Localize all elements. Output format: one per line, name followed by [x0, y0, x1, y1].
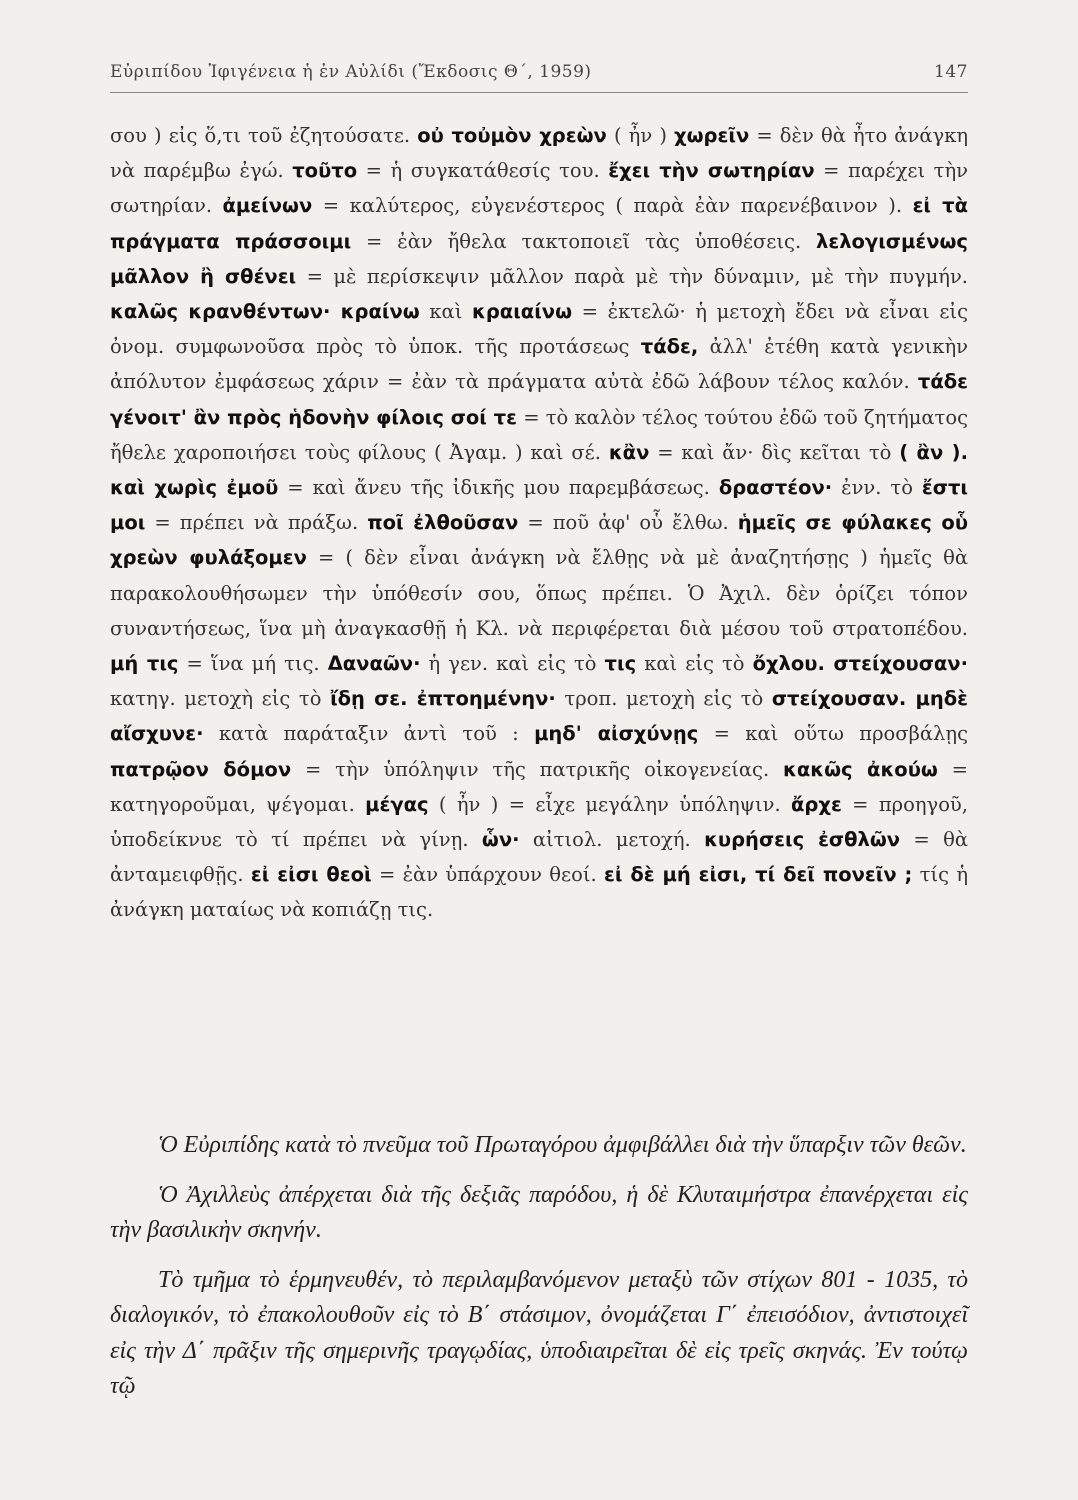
gloss-text: ἀλλ' ἐτέθη κατὰ γενικὴν ἀπόλυτον ἐμφάσεως χάριν = ἐὰν τὰ πράγματα αὐτὰ ἐδῶ λάβουν τέλος καλόν.: [110, 335, 968, 394]
lemma-term: εἰ εἰσι θεοὶ: [250, 863, 372, 887]
lemma-term: εἰ τὰ πράγματα πράσσοιμι: [110, 194, 968, 253]
lemma-term: κἂν: [608, 440, 650, 464]
lemma-term: τάδε γένοιτ' ἂν πρὸς ἡδονὴν φίλοις σοί τε: [110, 370, 968, 429]
gloss-text: = καὶ οὕτω προσβάλῃς: [698, 722, 968, 746]
lemma-term: κραιαίνω: [471, 300, 573, 324]
lemma-term: τις: [604, 652, 637, 676]
gloss-text: = ἡ συγκατάθεσίς του.: [357, 159, 609, 183]
lemma-term: τάδε,: [640, 335, 699, 359]
running-title: Εὐριπίδου Ἰφιγένεια ἡ ἐν Αὐλίδι (Ἔκδοσις Θ΄, 1959): [110, 62, 592, 82]
lexical-notes: [110, 118, 968, 928]
gloss-text: = ἵνα μή τις.: [178, 652, 328, 676]
gloss-text: = προηγοῦ, ὑποδείκνυε τὸ τί πρέπει νὰ γίνῃ.: [110, 792, 968, 852]
gloss-text: τροπ. μετοχὴ εἰς τὸ: [555, 687, 772, 711]
lemma-term: στείχουσαν. μηδὲ αἴσχυνε·: [110, 687, 968, 746]
lemma-term: μηδ' αἰσχύνῃς: [534, 722, 699, 746]
gloss-text: = θὰ ἀνταμειφθῇς.: [110, 828, 968, 887]
gloss-text: = καὶ ἄνευ τῆς ἰδικῆς μου παρεμβάσεως.: [278, 476, 719, 500]
gloss-text: καὶ: [419, 300, 472, 324]
lemma-term: κυρήσεις ἐσθλῶν: [704, 828, 901, 852]
lemma-term: τοῦτο: [292, 159, 358, 183]
gloss-text: ( ἦν ) = εἶχε μεγάλην ὑπόληψιν.: [428, 792, 792, 816]
gloss-text: = τὸ καλὸν τέλος τούτου ἐδῶ τοῦ ζητήματος ἤθελε χαροποιήσει τοὺς φίλους ( Ἀγαμ. ) καὶ σέ.: [110, 405, 968, 464]
running-header: [110, 62, 968, 93]
lemma-term: μή τις: [110, 652, 179, 676]
gloss-text: κατηγ. μετοχὴ εἰς τὸ: [110, 687, 331, 711]
gloss-text: = παρέχει τὴν σωτηρίαν.: [110, 159, 969, 218]
lemma-term: ὧν·: [481, 828, 520, 852]
lemma-term: ποῖ ἐλθοῦσαν: [367, 511, 519, 535]
gloss-text: καὶ εἰς τὸ: [636, 652, 753, 676]
gloss-text: = καὶ ἄν· δὶς κεῖται τὸ: [649, 440, 900, 464]
lemma-term: κακῶς ἀκούω: [783, 757, 938, 781]
lemma-term: ( ἂν ). καὶ χωρὶς ἐμοῦ: [110, 440, 968, 500]
lemma-term: δραστέον·: [718, 476, 833, 500]
gloss-text: = δὲν θὰ ἦτο ἀνάγκη νὰ παρέμβω ἐγώ.: [110, 124, 969, 183]
commentary-paragraph-1: Ὁ Εὐριπίδης κατὰ τὸ πνεῦμα τοῦ Πρωταγόρου ἀμφιβάλλει διὰ τὴν ὕπαρξιν τῶν θεῶν.: [158, 1132, 967, 1158]
lemma-term: ὄχλου. στείχουσαν·: [752, 652, 968, 676]
gloss-text: ἐνν. τὸ: [832, 476, 922, 500]
lemma-term: ἀμείνων: [222, 194, 313, 218]
lemma-term: ἡμεῖς σε φύλακες οὗ χρεὼν φυλάξομεν: [110, 511, 968, 570]
gloss-text: = ἐὰν ἤθελα τακτοποιεῖ τὰς ὑποθέσεις.: [351, 229, 816, 253]
gloss-text: = πρέπει νὰ πράξω.: [145, 511, 368, 535]
lemma-term: καλῶς κρανθέντων· κραίνω: [110, 300, 420, 324]
lemma-term: λελογισμένως μᾶλλον ἢ σθένει: [110, 229, 968, 288]
lemma-term: μέγας: [365, 792, 429, 816]
lemma-term: Δαναῶν·: [327, 652, 421, 676]
gloss-text: ( ἦν ): [606, 124, 675, 147]
gloss-text: αἰτιολ. μετοχή.: [519, 828, 705, 852]
gloss-text: κατὰ παράταξιν ἀντὶ τοῦ :: [203, 722, 535, 746]
gloss-text: = ἐὰν ὑπάρχουν θεοί.: [371, 863, 604, 887]
lemma-term: οὐ τοὐμὸν χρεὼν: [417, 124, 607, 147]
lemma-term: ἴδῃ σε. ἐπτοημένην·: [330, 687, 556, 711]
gloss-text: = ἐκτελῶ· ἡ μετοχὴ ἔδει νὰ εἶναι εἰς ὀνομ. συμφωνοῦσα πρὸς τὸ ὑποκ. τῆς προτάσεως: [110, 300, 968, 359]
gloss-text: = καλύτερος, εὐγενέστερος ( παρὰ ἐὰν παρενέβαινον ).: [312, 194, 913, 218]
gloss-text: σου ) εἰς ὅ,τι τοῦ ἐζητούσατε.: [110, 124, 418, 147]
gloss-text: = ποῦ ἀφ' οὗ ἔλθω.: [518, 511, 738, 535]
page-number: 147: [934, 62, 968, 82]
lemma-term: ἔχει τὴν σωτηρίαν: [608, 159, 815, 183]
lemma-term: ἔστι μοι: [110, 476, 968, 535]
lemma-term: πατρῷον δόμον: [110, 757, 292, 781]
gloss-text: ἡ γεν. καὶ εἰς τὸ: [420, 652, 605, 676]
gloss-text: = τὴν ὑπόληψιν τῆς πατρικῆς οἰκογενείας.: [291, 757, 783, 781]
lemma-term: ἄρχε: [791, 792, 842, 816]
notes-paragraph: [110, 118, 968, 928]
gloss-text: τίς ἡ ἀνάγκη ματαίως νὰ κοπιάζῃ τις.: [110, 863, 969, 922]
gloss-text: = κατηγοροῦμαι, ψέγομαι.: [110, 757, 968, 816]
commentary-paragraph-2: Ὁ Ἀχιλλεὺς ἀπέρχεται διὰ τῆς δεξιᾶς παρόδου, ἡ δὲ Κλυταιμήστρα ἐπανέρχεται εἰς τὴν βασιλικὴν σκηνήν.: [110, 1181, 968, 1243]
lemma-term: χωρεῖν: [674, 124, 750, 147]
gloss-text: = ( δὲν εἶναι ἀνάγκη νὰ ἔλθῃς νὰ μὲ ἀναζητήσῃς ) ἡμεῖς θὰ παρακολουθήσωμεν τὴν ὑπόθεσίν σου, ὅπως πρέπει. Ὁ Ἀχιλ. δὲν ὁρίζει τόπον συναντήσεως, ἵνα μὴ ἀναγκασθῇ ἡ Κλ. νὰ περιφέρεται διὰ μέσου τοῦ στρατοπέδου.: [110, 546, 968, 640]
commentary-paragraph-3: Τὸ τμῆμα τὸ ἑρμηνευθέν, τὸ περιλαμβανόμενον μεταξὺ τῶν στίχων 801 - 1035, τὸ διαλογικόν, τὸ ἐπακολουθοῦν εἰς τὸ Β΄ στάσιμον, ὀνομάζεται Γ΄ ἐπεισόδιον, ἀντιστοιχεῖ εἰς τὴν Δ΄ πρᾶξιν τῆς σημερινῆς τραγῳδίας, ὑποδιαιρεῖται δὲ εἰς τρεῖς σκηνάς. Ἐν τούτῳ τῷ: [110, 1266, 968, 1399]
commentary: [110, 1128, 968, 1405]
lemma-term: εἰ δὲ μή εἰσι, τί δεῖ πονεῖν ;: [603, 863, 913, 887]
gloss-text: = μὲ περίσκεψιν μᾶλλον παρὰ μὲ τὴν δύναμιν, μὲ τὴν πυγμήν.: [296, 264, 968, 288]
